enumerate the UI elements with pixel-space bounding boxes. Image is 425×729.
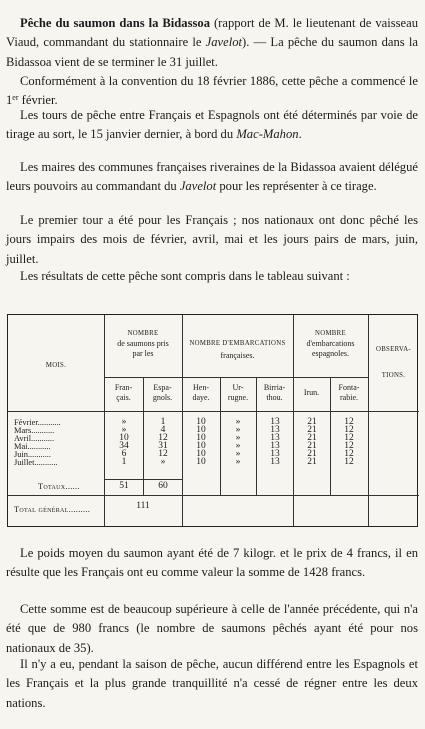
subheader-fontarabie-1: Fonta- xyxy=(338,383,360,392)
cell: » xyxy=(235,433,241,443)
row-label: Février........... xyxy=(14,419,61,427)
intro-text-a: (rapport de M. le lieutenant de vaisseau Viaud, commandant du stationnaire le xyxy=(6,16,418,50)
cell: 31 xyxy=(158,441,168,451)
header-mois: MOIS. xyxy=(45,362,67,369)
cell: 13 xyxy=(270,425,280,435)
cell: » xyxy=(121,417,127,427)
paragraph-intro xyxy=(6,14,418,72)
subheader-urrugne-2: rugne. xyxy=(227,393,249,402)
cell: 13 xyxy=(270,457,280,467)
cell: » xyxy=(160,457,166,467)
subheader-irun: Irun. xyxy=(303,388,320,397)
header-obs-2: TIONS. xyxy=(381,372,406,379)
p2-superscript: er xyxy=(12,93,19,103)
cell: 10 xyxy=(196,417,206,427)
cell: » xyxy=(235,441,241,451)
cell: 10 xyxy=(196,457,206,467)
row-label: Mai........... xyxy=(14,443,51,451)
subheader-espagnols-2: gnols. xyxy=(152,393,173,402)
ship-name-macmahon: Mac-Mahon xyxy=(236,127,299,142)
cell: 12 xyxy=(344,417,354,427)
cell: 10 xyxy=(196,441,206,451)
paragraph-poids-moyen: Le poids moyen du saumon ayant été de 7 kilogr. et le prix de 4 francs, il en résulte que les Français ont eu comme valeur la somme de 1428 francs. xyxy=(6,546,418,580)
subheader-biriatou-2: thou. xyxy=(266,393,283,402)
cell: 1 xyxy=(121,457,127,467)
cell: 4 xyxy=(160,425,166,435)
cell: 13 xyxy=(270,417,280,427)
total-general-value: 111 xyxy=(136,501,150,511)
header-obs-1: OBSERVA- xyxy=(376,346,411,353)
cell: 12 xyxy=(344,449,354,459)
totaux-label: Totaux...... xyxy=(38,483,80,491)
paragraph-premier-tour: Le premier tour a été pour les Français ; nos nationaux ont donc pêché les jours impairs des mois de février, avril, mai et les jours pairs de mars, juin, juillet. xyxy=(6,213,418,266)
header-saumons-1: NOMBRE xyxy=(127,330,159,337)
cell: 1 xyxy=(160,417,166,427)
paragraph-tirage xyxy=(6,106,418,145)
ship-name-javelot: Javelot xyxy=(205,35,243,50)
p3-text-b: . xyxy=(298,127,302,142)
row-label: Avril........... xyxy=(14,435,55,443)
header-es-2: d'embarcations xyxy=(306,339,355,348)
p2-text-a: Conformément à la convention du 18 février 1886, cette pêche a commencé le 1 xyxy=(6,74,418,108)
p2-text-b: février. xyxy=(18,93,58,108)
subheader-fontarabie-2: rabie. xyxy=(340,393,358,402)
header-es-3: espagnoles. xyxy=(311,349,350,358)
totaux-espagnols: 60 xyxy=(158,481,168,491)
cell: 12 xyxy=(344,425,354,435)
cell: » xyxy=(235,457,241,467)
paragraph-convention xyxy=(6,72,418,111)
header-fr-2: françaises. xyxy=(220,351,255,360)
header-saumons-3: par les xyxy=(132,349,154,358)
paragraph-comparaison: Cette somme est de beaucoup supérieure à celle de l'année précédente, qui n'a été que de 980 francs (le nombre de saumons pêchés ayant été pour nos nationaux de 35). xyxy=(6,602,418,655)
header-fr-1: NOMBRE D'EMBARCATIONS xyxy=(189,340,286,347)
total-general-label: Total général......... xyxy=(14,506,91,514)
cell: 21 xyxy=(307,449,317,459)
cell: 21 xyxy=(307,425,317,435)
cell: 12 xyxy=(344,441,354,451)
cell: » xyxy=(235,449,241,459)
p4-text-a: Les maires des communes françaises riveraines de la Bidassoa avaient délégué leurs pouvoirs au commandant du xyxy=(6,160,418,194)
cell: 12 xyxy=(158,433,168,443)
cell: 12 xyxy=(158,449,168,459)
subheader-francais-2: çais. xyxy=(116,393,131,402)
cell: 10 xyxy=(196,449,206,459)
cell: 6 xyxy=(121,449,127,459)
cell: 21 xyxy=(307,441,317,451)
cell: 21 xyxy=(307,433,317,443)
header-es-1: NOMBRE xyxy=(315,330,346,337)
header-saumons-2: de saumons pris xyxy=(117,339,169,348)
cell: 21 xyxy=(307,457,317,467)
subheader-biriatou-1: Birria- xyxy=(263,383,286,392)
subheader-espagnols-1: Espa- xyxy=(153,383,172,392)
subheader-francais-1: Fran- xyxy=(114,383,133,392)
p3-text-a: Les tours de pêche entre Français et Espagnols ont été déterminés par voie de tirage au sort, le 15 janvier dernier, à bord du xyxy=(6,108,418,142)
results-table xyxy=(7,314,418,527)
cell: 34 xyxy=(119,441,129,451)
cell: 13 xyxy=(270,433,280,443)
cell: » xyxy=(121,425,127,435)
cell: » xyxy=(235,417,241,427)
paragraph-tranquillite: Il n'y a eu, pendant la saison de pêche, aucun différend entre les Espagnols et les Français et la plus grande tranquillité n'a cessé de régner entre les deux nations. xyxy=(6,657,418,710)
subheader-urrugne-1: Ur- xyxy=(232,383,244,392)
row-label: Juin........... xyxy=(14,451,51,459)
p4-text-b: pour les représenter à ce tirage. xyxy=(216,179,377,194)
subheader-hendaye-2: daye. xyxy=(192,393,210,402)
cell: 21 xyxy=(307,417,317,427)
cell: » xyxy=(235,425,241,435)
paragraph-maires xyxy=(6,158,418,197)
ship-name-javelot-2: Javelot xyxy=(179,179,217,194)
intro-text-b: ). — La pêche du saumon dans la Bidassoa vient de se terminer le 31 juillet. xyxy=(6,35,418,69)
subheader-hendaye-1: Hen- xyxy=(193,383,209,392)
cell: 12 xyxy=(344,433,354,443)
row-label: Mars........... xyxy=(14,427,55,435)
totaux-francais: 51 xyxy=(119,481,129,491)
cell: 13 xyxy=(270,449,280,459)
cell: 10 xyxy=(119,433,129,443)
paragraph-tableau-intro: Les résultats de cette pêche sont compris dans le tableau suivant : xyxy=(20,269,350,283)
cell: 10 xyxy=(196,433,206,443)
cell: 10 xyxy=(196,425,206,435)
cell: 13 xyxy=(270,441,280,451)
article-title: Pêche du saumon dans la Bidassoa xyxy=(20,16,210,30)
cell: 12 xyxy=(344,457,354,467)
row-label: Juillet........... xyxy=(14,459,58,467)
